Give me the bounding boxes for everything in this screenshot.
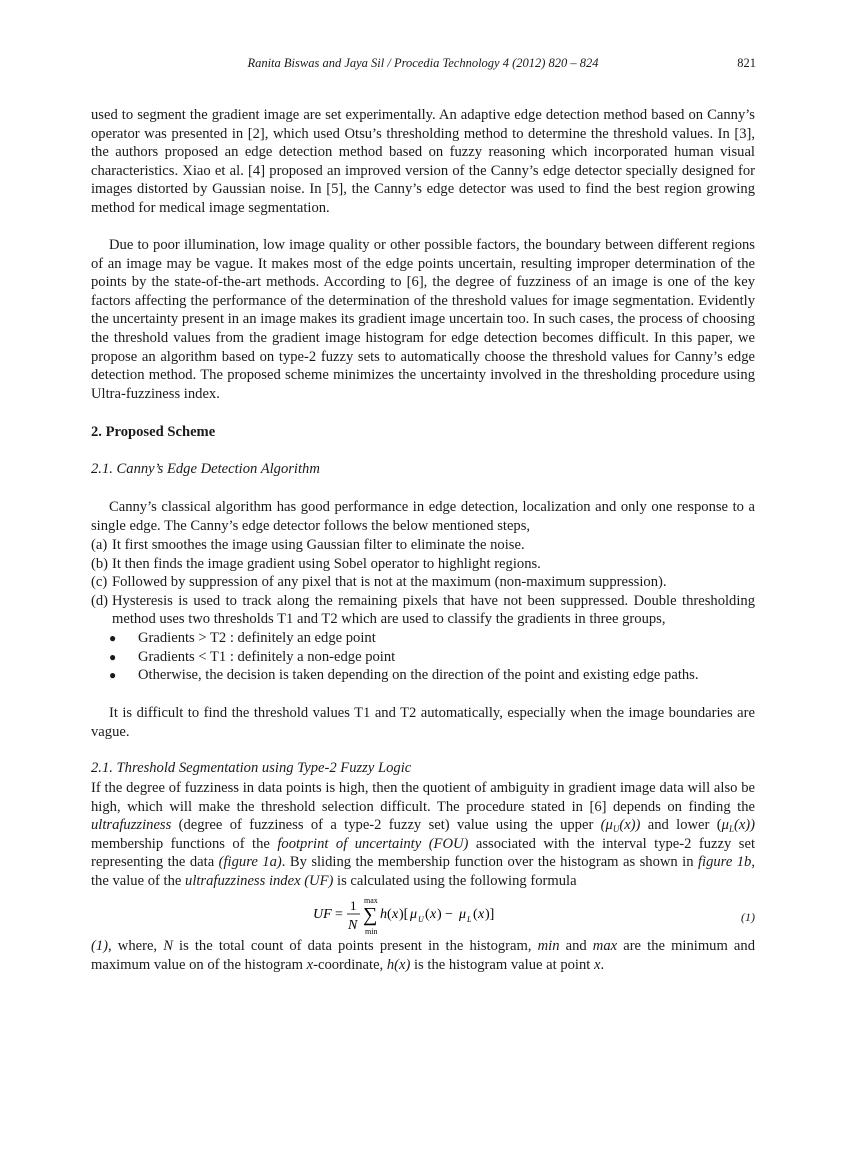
bullet-text: Gradients > T2 : definitely an edge point [138,629,376,646]
text-run: If the degree of fuzziness in data points is high, then the quotient of ambiguity in gradient image data will also be high, which will make the threshold selection difficult. The procedure stated in [6] depends on finding the [91,780,755,815]
text-run: (x)) [733,817,756,834]
text-run: (x)) [619,817,641,834]
emphasis: x [306,956,314,973]
eq-h: h [380,907,387,922]
text-run: are the minimum and maximum value on of the histogram [91,938,756,973]
list-item [91,592,755,629]
text-run: μ [721,817,729,834]
running-head: Ranita Biswas and Jaya Sil / Procedia Technology 4 (2012) 820 – 824 [247,56,599,70]
list-item [91,666,755,685]
step-text: Followed by suppression of any pixel that is not at the maximum (non-maximum suppression). [112,574,667,591]
eq-equals: = [335,907,343,922]
step-text: Hysteresis is used to track along the remaining pixels that have not been suppressed. Double thresholding method uses two thresholds T1 and T2 which are used to classify the gradients in three groups, [112,592,755,628]
eq-paren: )[ [399,907,409,922]
list-item [91,629,755,648]
eq-paren: ( [425,907,430,922]
eq-paren: ( [387,907,392,922]
subsection-heading-canny: 2.1. Canny’s Edge Detection Algorithm [91,461,320,477]
equation-number: (1) [741,910,755,924]
eq-x: x [392,907,399,922]
eq-mu: μ [410,907,418,922]
paragraph-related-work: used to segment the gradient image are set experimentally. An adaptive edge detection method based on Canny’s operator was presented in [2], which used Otsu’s thresholding method to determine the threshold values. In [3], the authors proposed an edge detection method based on fuzzy reasoning which incorporated human visual characteristics. Xiao et al. [4] proposed an improved version of the Canny’s edge detector specially designed for images distorted by Gaussian noise. In [5], the Canny’s edge detector was used to find the best region growing method for medical image segmentation. [91,107,755,216]
step-label: (b) [91,555,109,572]
step-label: (d) [91,592,109,609]
text-run: is calculated using the following formula [333,872,577,889]
text-run: , where, [108,938,164,954]
emphasis: N [163,938,173,954]
paragraph-ultrafuzziness [91,779,755,891]
subscript: U [612,824,620,835]
text-run: is the histogram value at point [410,956,594,973]
text-run: membership functions of the [91,835,278,852]
emphasis: ultrafuzziness [91,817,172,834]
page-number: 821 [737,56,756,70]
list-item [91,536,755,555]
bullet-list-container [91,629,755,685]
emphasis: max [592,938,618,954]
step-text: It then finds the image gradient using Sobel operator to highlight regions. [112,555,541,572]
text-run: and lower ( [640,817,722,834]
emphasis: figure 1b [697,854,752,871]
paragraph-motivation: Due to poor illumination, low image quality or other possible factors, the boundary between different regions of an image may be vague. It makes most of the edge points uncertain, resulting improper determination of the points by the state-of-the-art methods. According to [6], the degree of fuzziness of an image is one of the key factors affecting the performance of the determination of the threshold values for image segmentation. Evidently the uncertainty present in an image makes its gradient image uncertain too. In such cases, the process of choosing the threshold values from the gradient image histogram for edge detection becomes difficult. In this paper, we propose an algorithm based on type-2 fuzzy sets to automatically choose the threshold values for Canny’s edge detection method. The proposed scheme minimizes the uncertainty involved in the thresholding procedure using Ultra-fuzziness index. [91,237,755,402]
eq-minus: ) − [437,907,454,922]
emphasis: (1) [91,938,109,954]
text-run: . By sliding the membership function over the histogram as shown in [281,854,698,871]
eq-sum-lower: min [365,927,378,936]
emphasis: x [593,956,601,973]
section-heading-proposed-scheme: 2. Proposed Scheme [91,424,216,440]
eq-sub-l: L [467,915,472,924]
list-item [91,648,755,667]
emphasis: footprint of uncertainty (FOU) [277,835,469,852]
bullet-icon: ● [109,630,117,645]
eq-x: x [430,907,437,922]
paragraph-canny-intro: Canny’s classical algorithm has good performance in edge detection, localization and only one response to a single edge. The Canny’s edge detector follows the below mentioned steps, [91,499,755,534]
emphasis: min [537,938,560,954]
text-run: is the total count of data points present in the histogram, [172,938,538,954]
list-item [91,573,755,592]
eq-denominator: N [348,918,358,933]
eq-numerator: 1 [350,898,357,913]
emphasis [601,817,641,833]
step-label: (a) [91,537,108,553]
eq-sum-upper: max [364,896,378,905]
eq-sub-u: U [418,915,424,924]
eq-lhs: UF [313,907,332,922]
eq-mu: μ [459,907,467,922]
emphasis: ultrafuzziness index (UF) [185,872,334,889]
text-run: (degree of fuzziness of a type-2 fuzzy set) value using the upper [171,817,601,834]
step-label: (c) [91,574,108,591]
page-header [91,56,755,74]
eq-paren: )] [485,907,495,922]
bullet-icon: ● [109,649,117,664]
bullet-icon: ● [109,668,117,683]
bullet-text: Otherwise, the decision is taken depending on the direction of the point and existing edge paths. [138,667,699,684]
gradient-groups-list [91,629,755,685]
subsection-heading-type2-fuzzy: 2.1. Threshold Segmentation using Type-2 Fuzzy Logic [91,760,412,776]
emphasis [722,817,755,833]
eq-paren: ( [473,907,478,922]
equation-ultrafuzziness [91,896,755,938]
text-run: associated with the interval type-2 fuzzy set representing the data [91,835,755,871]
equation-graphic [91,896,711,938]
subscript: L [728,824,734,835]
eq-x: x [478,907,485,922]
text-run: -coordinate, [313,956,387,973]
canny-steps-list [91,536,755,685]
emphasis: h(x) [386,956,411,973]
list-item [91,555,755,574]
paragraph-equation-explanation [91,937,755,974]
eq-sigma: ∑ [363,904,378,926]
text-run: , the value of the [91,854,756,889]
text-run: . [600,956,605,973]
text-run: and [559,938,593,954]
bullet-text: Gradients < T1 : definitely a non-edge point [138,648,396,665]
step-text: It first smoothes the image using Gaussian filter to eliminate the noise. [112,537,525,553]
text-run: (μ [600,817,613,834]
emphasis: (figure 1a) [218,854,282,871]
paragraph-threshold-difficulty: It is difficult to find the threshold values T1 and T2 automatically, especially when the image boundaries are vague. [91,705,755,740]
